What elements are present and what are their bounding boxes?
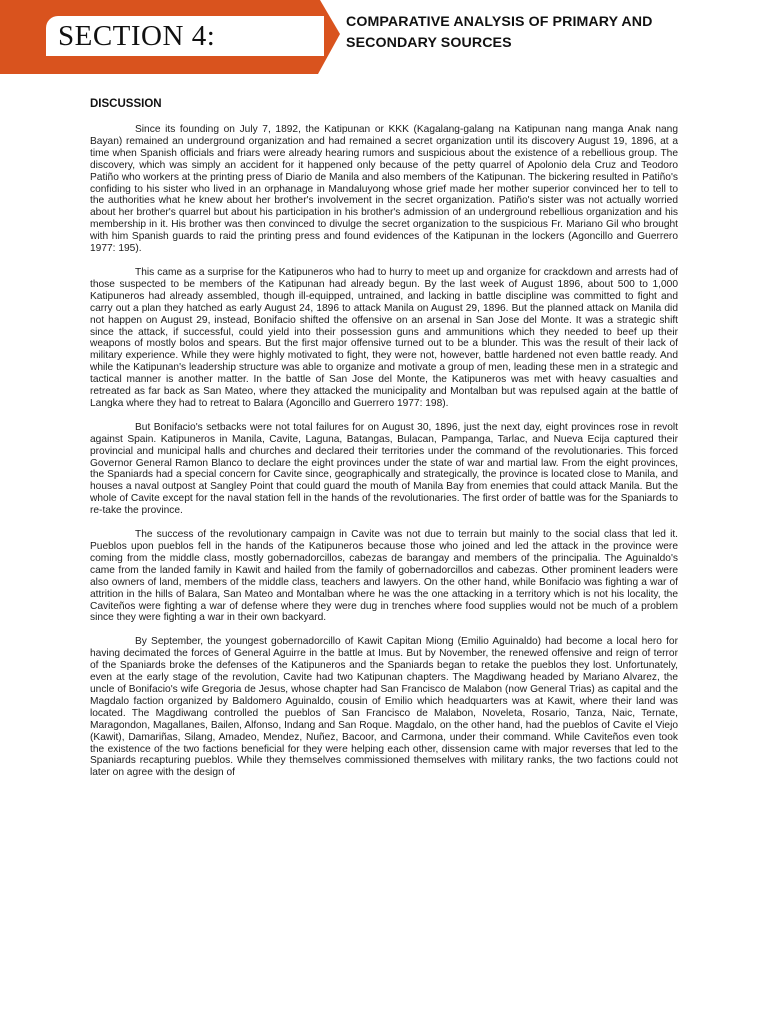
paragraph: But Bonifacio's setbacks were not total failures for on August 30, 1896, just the next day, eight provinces rose in revolt against Spain. Katipuneros in Manila, Cavite, Laguna, Batangas, Bulacan, Pampanga, Tarlac, and Nueva Ecija captured their provincial and municipal halls and churches and declared their territories under the command of the revolutionaries. This forced Governor General Ramon Blanco to declare the eight provinces under the state of war and martial law. From the eight provinces, the Spaniards had a special concern for Cavite since, geographically and strategically, the province is located close to Manila, and houses a naval outpost at Sangley Point that could guard the mouth of Manila Bay from enemies that could attack Manila. But the whole of Cavite except for the naval station fell in the hands of the revolutionaries. The first order of battle was for the Spaniards to re-take the province.	[90, 421, 678, 517]
discussion-content	[90, 98, 678, 791]
paragraph: The success of the revolutionary campaign in Cavite was not due to terrain but mainly to the social class that led it. Pueblos upon pueblos fell in the hands of the Katipuneros because those who joined and led the attack in the province were coming from the middle class, mostly gobernadorcillos, cabezas de barangay and members of the principalia. The Aguinaldo's came from the landed family in Kawit and hailed from the family of gobernadorcillos and cabezas. Other prominent leaders were also owners of land, members of the middle class, teachers and lawyers. On the other hand, while Bonifacio was fighting a war of attrition in the hills of Balara, San Mateo and Montalban where he was the one attacking in a territory which is not his locality, the Caviteños were fighting a war of defense where they were dug in trenches where food supplies would not be much of a problem since they were fighting a war in their own backyard.	[90, 529, 678, 624]
paragraph: Since its founding on July 7, 1892, the Katipunan or KKK (Kagalang-galang na Katipunan nang manga Anak nang Bayan) remained an underground organization and had remained a secret organization until its discovery August 19, 1896, at a time when Spanish officials and friars were already hearing rumors and suspicious about the existence of a rebellious group. The discovery, which was simply an accident for it happened only because of the petty quarrel of Apolonio dela Cruz and Teodoro Patiño who workers at the printing press of Diario de Manila and also members of the Katipunan. The bickering resulted in Patiño's confiding to his sister who lived in an orphanage in Mandaluyong whose grief made her mother superior convinced her to tell to the authorities what he knew about her brother's involvement in the secret organization. Patiño's sister was not actually worried about her brother's quarrel but about his participation in his brother's admission of an underground rebellious organization and his membership in it. His brother was then convinced to divulge the secret organization to the suspicious Fr. Mariano Gil who brought with him Spanish guards to raid the printing press and found evidences of the Katipunan in the lockers (Agoncillo and Guerrero 1977: 195).	[90, 124, 678, 255]
paragraph: This came as a surprise for the Katipuneros who had to hurry to meet up and organize for crackdown and arrests had of those suspected to be members of the Katipunan had already begun. By the last week of August 1896, about 500 to 1,000 Katipuneros had already assembled, though ill-equipped, untrained, and lacking in battle discipline was committed to fight and carry out a plan they hatched as early August 24, 1896 to attack Manila on August 29, 1896. But the planned attack on Manila did not happen on August 29, instead, Bonifacio shifted the offensive on an arsenal in San Jose del Monte. It was a strategic shift since the attack, if successful, could yield into their possession guns and ammunitions which they needed to beef up their weapons of mostly bolos and spears. But the first major offensive turned out to be a blunder. This was the result of their lack of military experience. While they were highly motivated to fight, they were not, however, battle hardened not even battle ready. And while the Katipunan's leadership structure was able to organize and motivate a group of men, leading these men in a strategic and tactical manner is another matter. In the battle of San Jose del Monte, the Katipuneros was met with heavy casualties and retreated as far back as San Mateo, where they attacked the municipality and Montalban but was repulsed again at the battle of Langka where they had to retreat to Balara (Agoncillo and Guerrero 1977: 198).	[90, 266, 678, 409]
section-label: SECTION 4:	[58, 19, 216, 52]
section-label-box	[46, 16, 324, 56]
paragraph: By September, the youngest gobernadorcillo of Kawit Capitan Miong (Emilio Aguinaldo) had become a local hero for having decimated the forces of General Aguirre in the battle at Imus. But by November, the renewed offensive and reign of terror of the Spaniards broke the defenses of the Katipuneros and the Spaniards began to retake the pueblos they lost. Unfortunately, even at the early stage of the revolution, Cavite had two Katipunan chapters. The Magdiwang headed by Mariano Alvarez, the uncle of Bonifacio's wife Gregoria de Jesus, whose chapter had San Francisco de Malabon (now General Trias) as capital and the Magdalo faction organized by Baldomero Aguinaldo, cousin of Emilio which headquarters was at Kawit, where their land was located. The Magdiwang controlled the pueblos of San Francisco de Malabon, Noveleta, Rosario, Tanza, Naic, Ternate, Maragondon, Magallanes, Bailen, Alfonso, Indang and San Roque. Magdalo, on the other hand, had the pueblos of Cavite el Viejo (Kawit), Damariñas, Silang, Amadeo, Mendez, Nuñez, Bacoor, and Carmona, under their command. While Caviteños even took the existence of the two factions beneficial for they were helping each other, dissension came with major reverses that led to the Spaniards recapturing pueblos. While they themselves commissioned themselves with military ranks, the two factions could not later on agree with the design of	[90, 636, 678, 779]
page-title: COMPARATIVE ANALYSIS OF PRIMARY AND SECONDARY SOURCES	[346, 14, 653, 51]
discussion-heading: DISCUSSION	[90, 98, 162, 110]
